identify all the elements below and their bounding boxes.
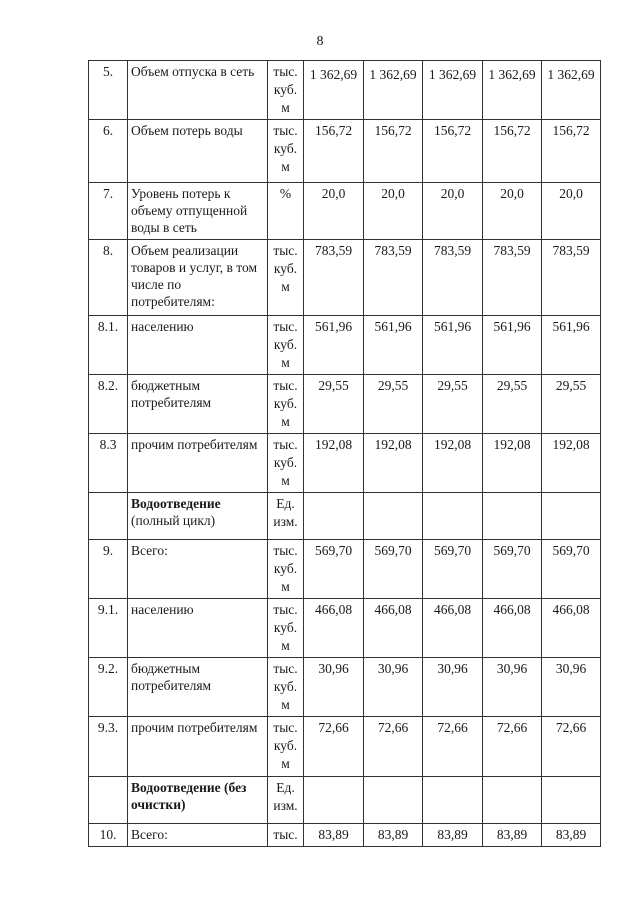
value-cell: 1 362,69 [364,61,423,120]
value-cell [542,493,601,540]
row-number: 5. [89,61,128,120]
value-cell: 466,08 [364,599,423,658]
row-label: прочим потребителям [128,717,268,777]
value-cell: 1 362,69 [304,61,364,120]
table-row [89,434,601,493]
row-label: Объем потерь воды [128,120,268,183]
value-cell [542,777,601,824]
value-cell: 20,0 [483,183,542,240]
value-cell: 1 362,69 [542,61,601,120]
table-row [89,658,601,717]
row-label [128,777,268,824]
value-cell [304,777,364,824]
value-cell: 156,72 [423,120,483,183]
value-cell: 156,72 [483,120,542,183]
row-label: Объем отпуска в сеть [128,61,268,120]
row-label: прочим потребителям [128,434,268,493]
value-cell: 20,0 [304,183,364,240]
value-cell: 83,89 [542,824,601,847]
unit-cell: тыс. куб. м [268,658,304,717]
unit-cell: тыс. куб. м [268,316,304,375]
value-cell: 83,89 [364,824,423,847]
row-number: 9. [89,540,128,599]
unit-cell: % [268,183,304,240]
value-cell [423,777,483,824]
row-label: населению [128,316,268,375]
row-number: 9.1. [89,599,128,658]
value-cell: 569,70 [364,540,423,599]
unit-cell: тыс. куб. м [268,375,304,434]
value-cell: 20,0 [423,183,483,240]
row-label: бюджетным потребителям [128,658,268,717]
table-row [89,824,601,847]
value-cell: 192,08 [304,434,364,493]
unit-cell: тыс. куб. м [268,717,304,777]
value-cell: 561,96 [304,316,364,375]
row-number: 8.1. [89,316,128,375]
value-cell: 466,08 [423,599,483,658]
section-heading: Водоотведение (без очистки) [131,780,247,812]
row-number: 9.3. [89,717,128,777]
section-subheading: (полный цикл) [131,513,216,528]
row-label: Объем реализации товаров и услуг, в том числе по потребителям: [128,240,268,316]
value-cell: 561,96 [483,316,542,375]
value-cell: 156,72 [304,120,364,183]
row-number: 8. [89,240,128,316]
value-cell: 466,08 [304,599,364,658]
value-cell: 1 362,69 [483,61,542,120]
value-cell: 156,72 [542,120,601,183]
table-row [89,540,601,599]
value-cell: 29,55 [542,375,601,434]
value-cell: 83,89 [304,824,364,847]
value-cell: 569,70 [304,540,364,599]
value-cell: 30,96 [542,658,601,717]
value-cell: 30,96 [423,658,483,717]
value-cell [304,493,364,540]
value-cell: 20,0 [542,183,601,240]
table-row [89,375,601,434]
value-cell [483,493,542,540]
table-row [89,120,601,183]
value-cell: 466,08 [542,599,601,658]
value-cell: 561,96 [364,316,423,375]
value-cell: 783,59 [483,240,542,316]
unit-cell: Ед. изм. [268,493,304,540]
value-cell: 72,66 [364,717,423,777]
unit-cell: тыс. куб. м [268,240,304,316]
value-cell: 29,55 [364,375,423,434]
value-cell: 192,08 [483,434,542,493]
row-number: 8.3 [89,434,128,493]
value-cell [483,777,542,824]
value-cell: 29,55 [304,375,364,434]
value-cell: 569,70 [542,540,601,599]
value-cell [423,493,483,540]
value-cell: 561,96 [542,316,601,375]
value-cell: 72,66 [304,717,364,777]
row-number: 7. [89,183,128,240]
value-cell: 569,70 [483,540,542,599]
table-row [89,599,601,658]
table-row [89,240,601,316]
value-cell: 72,66 [542,717,601,777]
unit-cell: тыс. куб. м [268,61,304,120]
row-number: 10. [89,824,128,847]
value-cell: 783,59 [423,240,483,316]
row-number [89,777,128,824]
row-label: Всего: [128,824,268,847]
unit-cell: Ед. изм. [268,777,304,824]
unit-cell: тыс. куб. м [268,599,304,658]
unit-cell: тыс. куб. м [268,434,304,493]
value-cell: 30,96 [483,658,542,717]
value-cell: 466,08 [483,599,542,658]
unit-cell: тыс. куб. м [268,120,304,183]
value-cell: 192,08 [542,434,601,493]
value-cell: 30,96 [364,658,423,717]
row-label: Уровень потерь к объему отпущенной воды в сеть [128,183,268,240]
value-cell: 192,08 [364,434,423,493]
value-cell: 783,59 [364,240,423,316]
value-cell: 72,66 [423,717,483,777]
value-cell: 30,96 [304,658,364,717]
value-cell: 569,70 [423,540,483,599]
section-heading: Водоотведение [131,496,221,511]
unit-cell: тыс. [268,824,304,847]
value-cell: 783,59 [542,240,601,316]
value-cell: 83,89 [423,824,483,847]
value-cell: 1 362,69 [423,61,483,120]
table-row [89,61,601,120]
table-row [89,777,601,824]
row-number: 9.2. [89,658,128,717]
value-cell: 192,08 [423,434,483,493]
page-number: 8 [316,34,324,49]
row-number: 8.2. [89,375,128,434]
value-cell: 29,55 [483,375,542,434]
table-row [89,493,601,540]
value-cell: 561,96 [423,316,483,375]
value-cell: 72,66 [483,717,542,777]
row-label [128,493,268,540]
value-cell: 156,72 [364,120,423,183]
row-label: населению [128,599,268,658]
value-cell: 20,0 [364,183,423,240]
unit-cell: тыс. куб. м [268,540,304,599]
value-cell: 783,59 [304,240,364,316]
table-row [89,717,601,777]
value-cell [364,493,423,540]
data-table [88,60,601,847]
row-number [89,493,128,540]
row-label: бюджетным потребителям [128,375,268,434]
value-cell [364,777,423,824]
row-number: 6. [89,120,128,183]
table-row [89,183,601,240]
row-label: Всего: [128,540,268,599]
table-row [89,316,601,375]
value-cell: 29,55 [423,375,483,434]
value-cell: 83,89 [483,824,542,847]
